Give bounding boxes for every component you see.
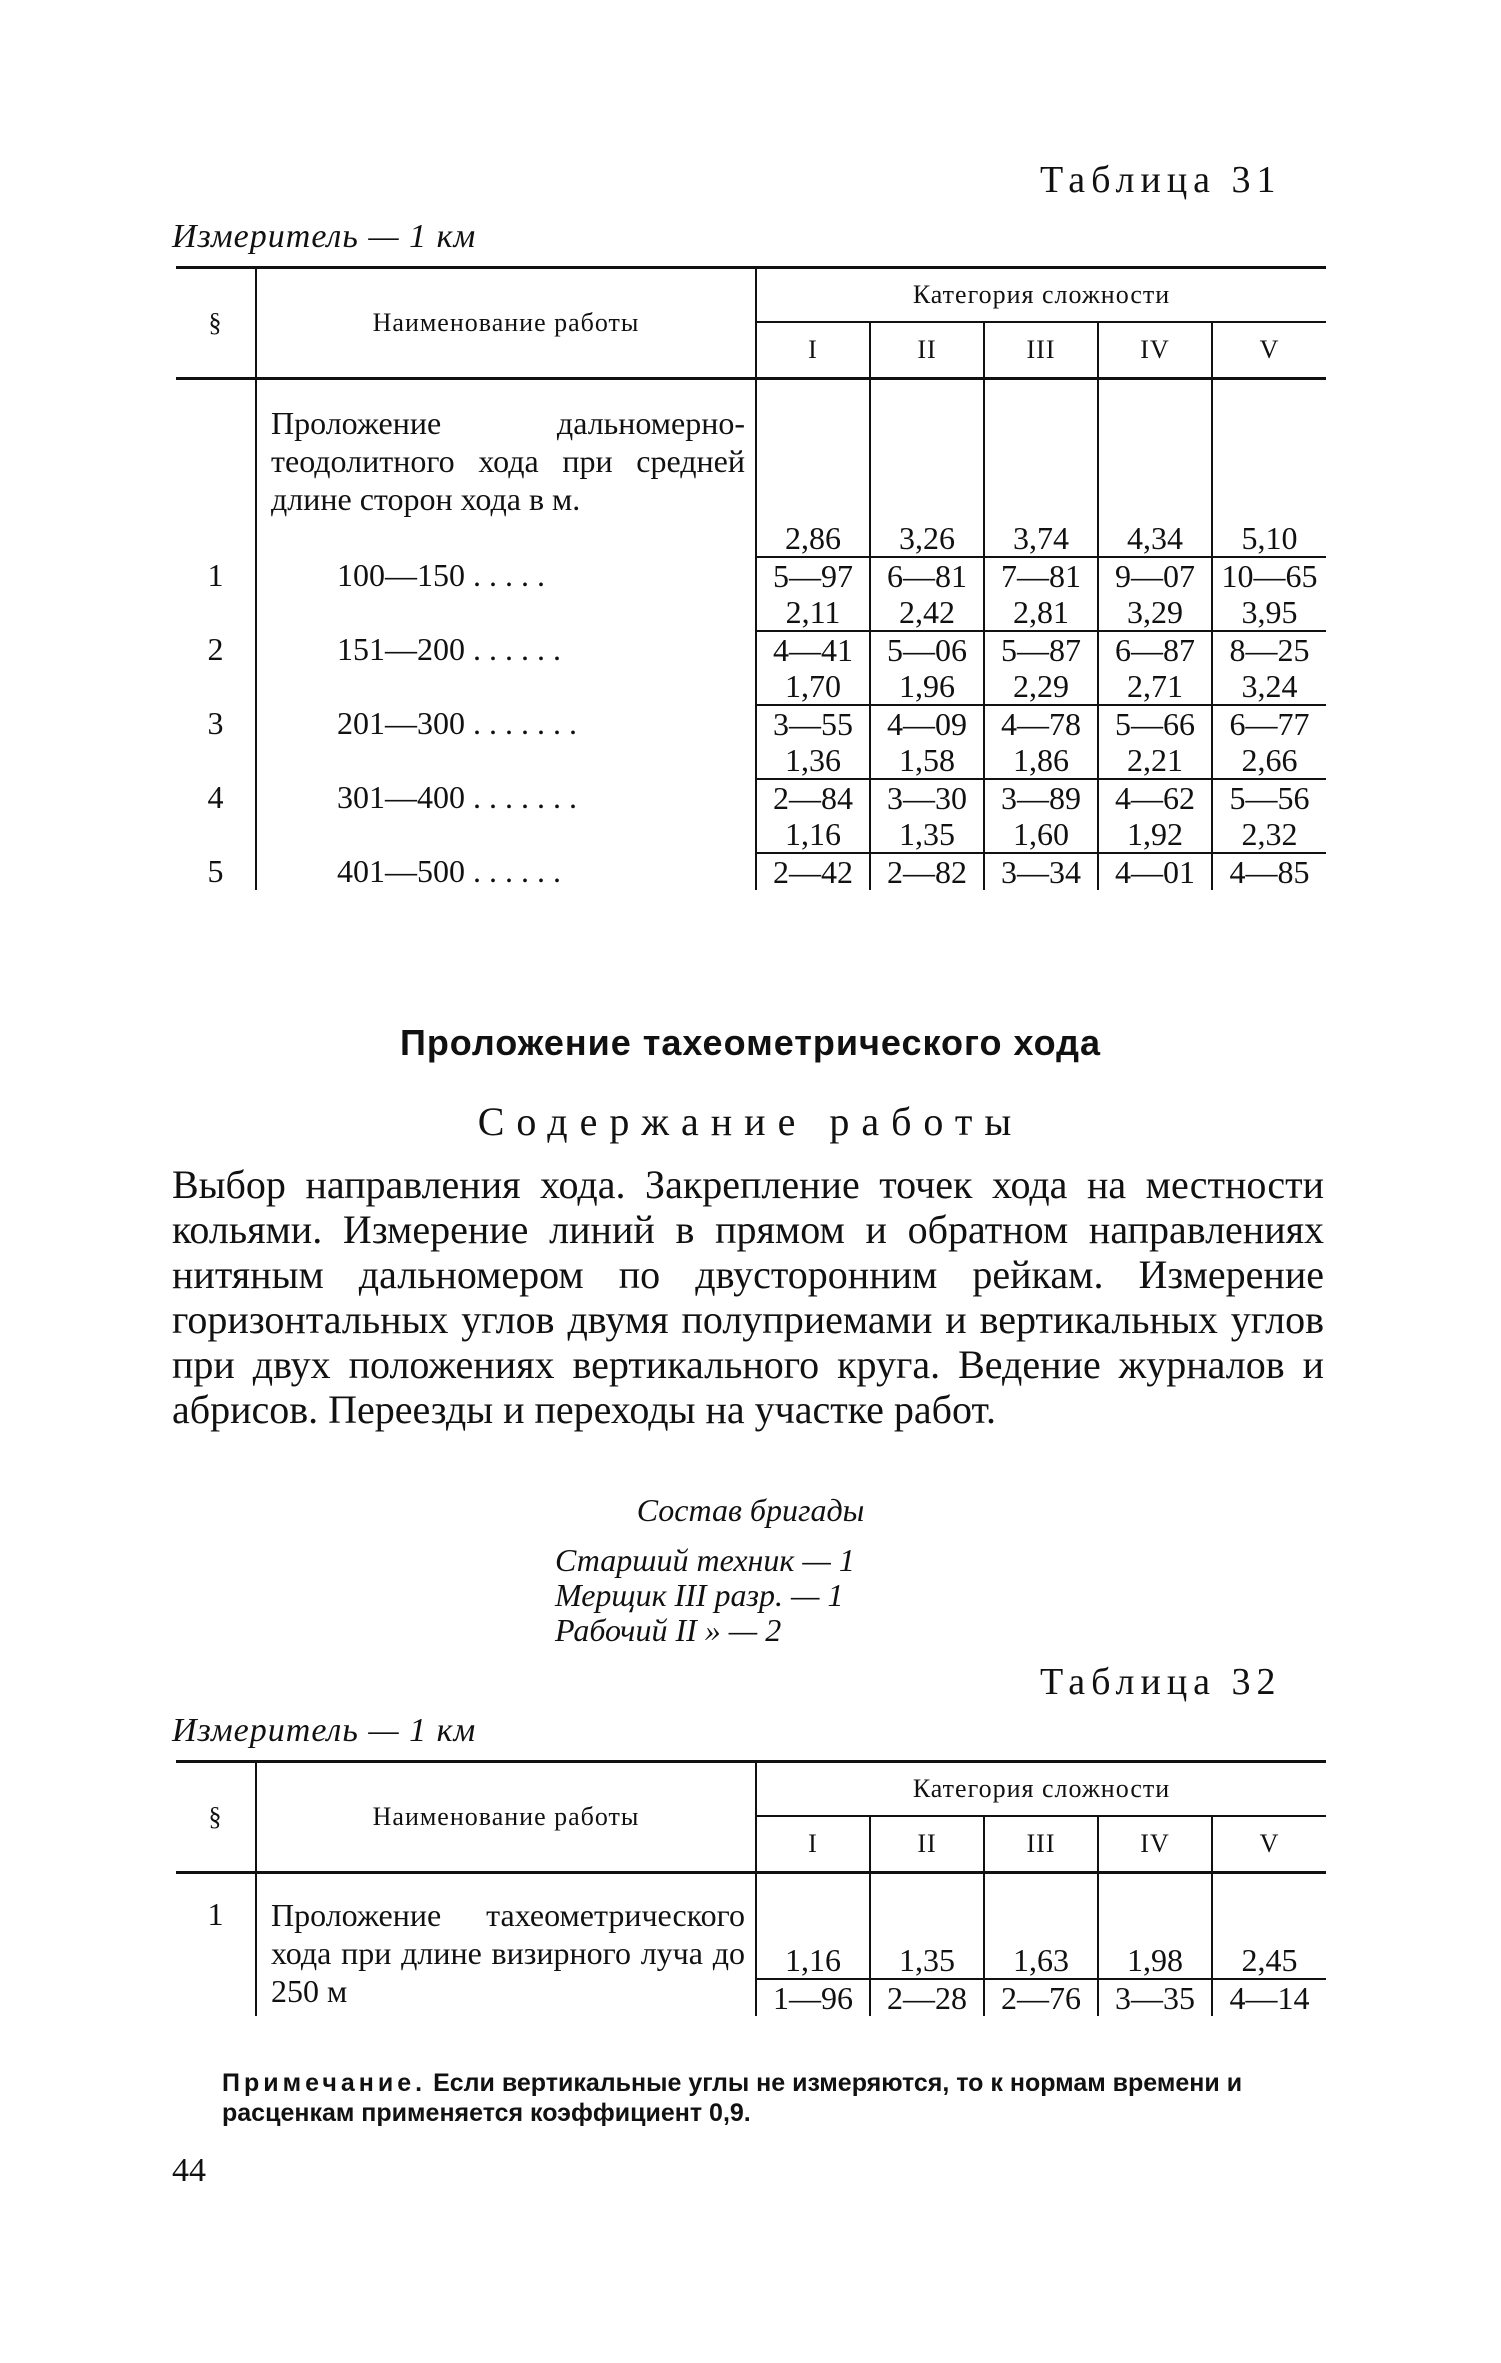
value-cell: 2,81 5—87 [984,594,1098,668]
table32-measure: Измеритель — 1 км [172,1712,477,1749]
value-cell: 2,42 5—06 [870,594,984,668]
table32 [176,1760,1326,2016]
table32-header-cat: V [1212,1816,1326,1873]
table31-header-cat: IV [1098,322,1212,379]
brigade-title: Состав бригады [636,1492,865,1528]
value-cell: 2,66 5—56 [1212,742,1326,816]
table-row [176,594,1326,668]
value-cell: 4,34 9—07 [1098,520,1212,594]
row-number: 1 [207,1896,224,1932]
section-title: Проложение тахеометрического хода [399,1022,1102,1063]
row-number: 3 [207,705,224,741]
table31-header-category: Категория сложности [756,268,1326,323]
value-cell: 3,95 8—25 [1212,594,1326,668]
value-cell: 2,45 4—14 [1212,1896,1326,2016]
page-number: 44 [172,2152,206,2189]
value-cell: 2,71 5—66 [1098,668,1212,742]
footnote-text: Если вертикальные углы не измеряются, то к нормам времени и расценкам применяется коэффициент 0,9. [222,2069,1243,2127]
value-cell: 5,10 10—65 [1212,520,1326,594]
table-row [176,668,1326,742]
footnote-label: Примечание. [222,2069,427,2097]
value-cell: 1,60 3—34 [984,816,1098,890]
table-row [176,1896,1326,2016]
row-number: 4 [207,779,224,815]
table32-header-cat: IV [1098,1816,1212,1873]
table31-header-cat: I [756,322,870,379]
value-cell: 1,70 3—55 [756,668,870,742]
row-label: 401—500 . . . . . . [256,816,756,890]
table-row [176,742,1326,816]
value-cell: 2,32 4—85 [1212,816,1326,890]
value-cell: 2,11 4—41 [756,594,870,668]
value-cell: 2,86 5—97 [756,520,870,594]
table31-header-num: § [208,308,223,337]
value-cell: 3,74 7—81 [984,520,1098,594]
table32-header-cat: I [756,1816,870,1873]
brigade-member: Старший техник — 1 [555,1542,855,1578]
footnote [222,2068,1330,2128]
value-cell: 1,63 2—76 [984,1896,1098,2016]
table31-header-cat: V [1212,322,1326,379]
value-cell: 2,29 4—78 [984,668,1098,742]
value-cell: 3,26 6—81 [870,520,984,594]
value-cell: 1,16 2—42 [756,816,870,890]
value-cell: 1,35 2—28 [870,1896,984,2016]
row-number: 1 [207,557,224,593]
value-cell: 1,16 1—96 [756,1896,870,2016]
table31-measure: Измеритель — 1 км [172,218,477,255]
table31-caption: Таблица 31 [1040,159,1282,201]
value-cell: 3,24 6—77 [1212,668,1326,742]
table32-header-num: § [208,1802,223,1831]
brigade-list [555,1543,855,1648]
value-cell: 3,29 6—87 [1098,594,1212,668]
table-row [176,816,1326,890]
row-label: 151—200 . . . . . . [256,594,756,668]
value-cell: 1,58 3—30 [870,742,984,816]
table31 [176,266,1326,890]
work-description: Выбор направления хода. Закрепление точек хода на местности кольями. Измерение линий в прямом и обратном направлениях нитяным дальномером по двусторонним рейкам. Измерение горизонтальных углов двумя полуприемами и вертикальных углов при двух положениях вертикального круга. Ведение журналов и абрисов. Переезды и переходы на участке работ. [172,1162,1324,1432]
section-subtitle: Содержание работы [477,1099,1024,1144]
table31-header-cat: III [984,322,1098,379]
table-row [176,520,1326,594]
table32-header-cat: III [984,1816,1098,1873]
value-cell: 1,92 4—01 [1098,816,1212,890]
value-cell: 2,21 4—62 [1098,742,1212,816]
value-cell: 1,98 3—35 [1098,1896,1212,2016]
table31-intro: Проложение дальномерно-теодолитного хода при средней длине сторон хода в м. [256,404,756,520]
value-cell: 1,35 2—82 [870,816,984,890]
value-cell: 1,96 4—09 [870,668,984,742]
row-label: Проложение тахеометрического хода при длине визирного луча до 250 м [256,1896,756,2016]
row-label: 301—400 . . . . . . . [256,742,756,816]
value-cell: 1,86 3—89 [984,742,1098,816]
table32-caption: Таблица 32 [1040,1661,1282,1703]
brigade-member: Мерщик III разр. — 1 [555,1577,844,1613]
value-cell: 1,36 2—84 [756,742,870,816]
table31-header-cat: II [870,322,984,379]
row-number: 2 [207,631,224,667]
brigade-member: Рабочий II » — 2 [555,1612,782,1648]
table32-header-category: Категория сложности [756,1762,1326,1817]
row-label: 100—150 . . . . . [256,520,756,594]
table31-header-name: Наименование работы [256,268,756,379]
table-row [176,404,1326,520]
table32-header-cat: II [870,1816,984,1873]
row-number: 5 [207,853,224,889]
table32-header-name: Наименование работы [256,1762,756,1873]
row-label: 201—300 . . . . . . . [256,668,756,742]
